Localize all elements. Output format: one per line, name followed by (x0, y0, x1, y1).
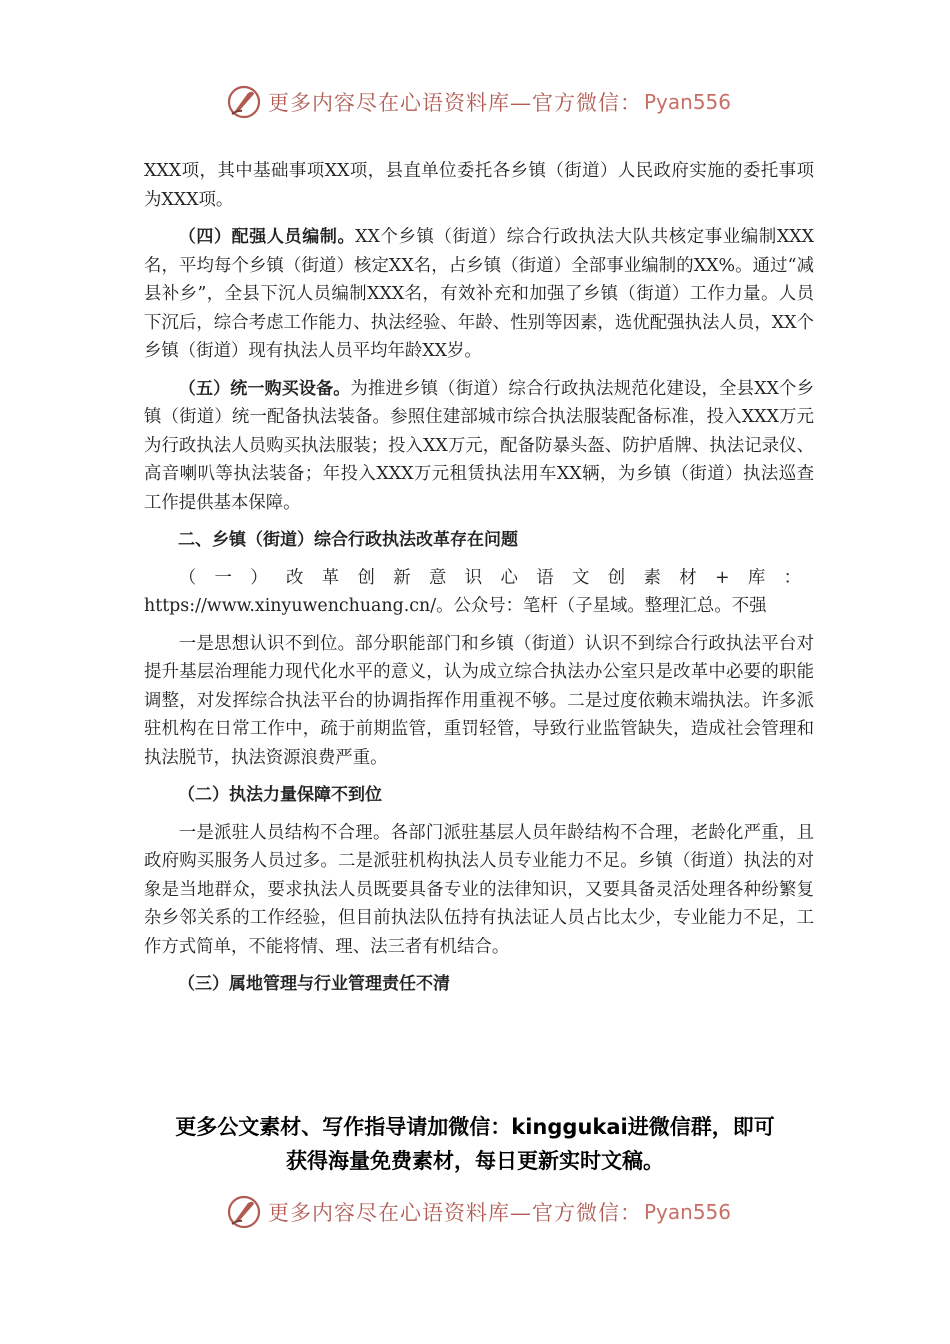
section-heading: 二、乡镇（街道）综合行政执法改革存在问题 (178, 530, 518, 550)
quill-pen-circle-icon (226, 1194, 262, 1230)
subsection-heading: （二）执法力量保障不到位 (178, 785, 382, 805)
paragraph-awareness: 一是思想认识不到位。部分职能部门和乡镇（街道）认识不到综合行政执法平台对提升基层治理能力现代化水平的意义，认为成立综合执法办公室只是改革中必要的职能调整，对发挥综合执法平台的协调指挥作用重视不够。二是过度依赖末端执法。许多派驻机构在日常工作中，疏于前期监管，重罚轻管，导致行业监管缺失，造成社会管理和执法脱节，执法资源浪费严重。 (144, 633, 814, 768)
paragraph-staffing (144, 223, 814, 366)
paragraph-equipment (144, 375, 814, 518)
banner-wechat-id: Pyan556 (644, 1200, 732, 1224)
banner-wechat-id: Pyan556 (644, 90, 732, 114)
paragraph-watermarked (144, 564, 814, 621)
document-body (144, 157, 814, 1008)
banner-text: 更多内容尽在心语资料库—官方微信： (268, 1201, 642, 1225)
paragraph-continuation: XXX项，其中基础事项XX项，县直单位委托各乡镇（街道）人民政府实施的委托事项为XXX项。 (144, 161, 814, 210)
banner-text: 更多内容尽在心语资料库—官方微信： (268, 91, 642, 115)
footer-banner (226, 1190, 746, 1234)
paragraph-text: 为推进乡镇（街道）综合行政执法规范化建设，全县XX个乡镇（街道）统一配备执法装备。参照住建部城市综合执法服装配备标准，投入XXX万元为行政执法人员购买执法服装；投入XX万元，配备防暴头盔、防护盾牌、执法记录仪、高音喇叭等执法装备；年投入XXX万元租赁执法用车XX辆，为乡镇（街道）执法巡查工作提供基本保障。 (144, 378, 815, 513)
header-banner (226, 80, 746, 124)
paragraph-lead: （四）配强人员编制。 (178, 227, 356, 247)
subsection-heading: （三）属地管理与行业管理责任不清 (178, 974, 450, 994)
paragraph-spread-text: （一）改革创新意识心语文创素材+库： (178, 567, 814, 588)
promo-line: 更多公文素材、写作指导请加微信：kinggukai进微信群，即可 (175, 1115, 775, 1139)
paragraph-text: XX个乡镇（街道）综合行政执法大队共核定事业编制XXX名，平均每个乡镇（街道）核定XX名，占乡镇（街道）全部事业编制的XX%。通过“减县补乡”，全县下沉人员编制XXX名，有效补充和加强了乡镇（街道）工作力量。人员下沉后，综合考虑工作能力、执法经验、年龄、性别等因素，选优配强执法人员，XX个乡镇（街道）现有执法人员平均年龄XX岁。 (144, 227, 815, 361)
paragraph-url-text: https://www.xinyuwenchuang.cn/。公众号：笔杆（子星域。整理汇总。不强 (144, 596, 767, 616)
promo-line: 获得海量免费素材，每日更新实时文稿。 (286, 1149, 664, 1173)
paragraph-personnel: 一是派驻人员结构不合理。各部门派驻基层人员年龄结构不合理，老龄化严重，且政府购买服务人员过多。二是派驻机构执法人员专业能力不足。乡镇（街道）执法的对象是当地群众，要求执法人员既要具备专业的法律知识，又要具备灵活处理各种纷繁复杂乡邻关系的工作经验，但目前执法队伍持有执法证人员占比太少，专业能力不足，工作方式简单，不能将情、理、法三者有机结合。 (144, 822, 814, 957)
promo-notice (130, 1110, 820, 1178)
quill-pen-circle-icon (226, 84, 262, 120)
paragraph-lead: （五）统一购买设备。 (178, 378, 351, 399)
